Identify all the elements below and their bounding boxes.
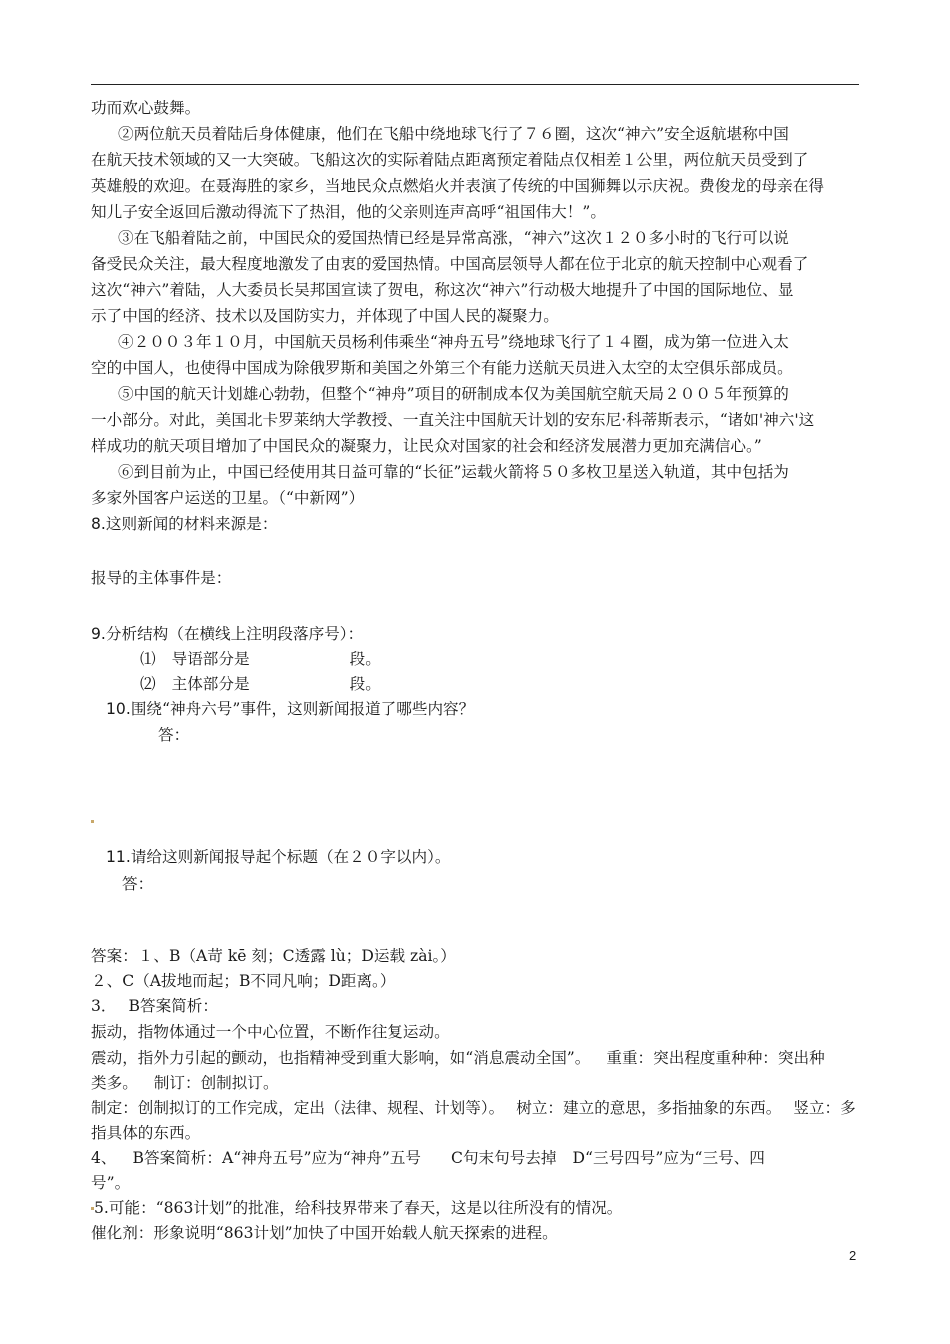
- paragraph-3-line: ③在飞船着陆之前，中国民众的爱国热情已经是异常高涨，“神六”这次１２０多小时的飞行可以说: [118, 229, 789, 247]
- question-8-text: 这则新闻的材料来源是：: [105, 515, 278, 533]
- paragraph-6-line: ⑥到目前为止，中国已经使用其日益可靠的“长征”运载火箭将５０多枚卫星送入轨道，其中包括为: [118, 463, 789, 481]
- answer-3-segment: 类多。: [91, 1074, 138, 1092]
- part-1-tail: 段。: [349, 650, 381, 668]
- answer-3-line: [91, 1047, 825, 1069]
- part-1-label: 导语部分是: [171, 650, 250, 668]
- paragraph-3-line: 示了中国的经济、技术以及国防实力，并体现了中国人民的凝聚力。: [91, 307, 559, 325]
- paragraph-5-line: ⑤中国的航天计划雄心勃勃，但整个“神舟”项目的研制成本仅为美国航空航天局２００５年预算的: [118, 385, 789, 403]
- answer-4-line: 号”。: [91, 1174, 131, 1192]
- question-10-text: 围绕“神舟六号”事件，这则新闻报道了哪些内容？: [130, 700, 475, 718]
- paragraph-4-line: ④２００３年１０月，中国航天员杨利伟乘坐“神舟五号”绕地球飞行了１４圈，成为第一位进入太: [118, 333, 789, 351]
- answer-3-line: [91, 1097, 856, 1119]
- question-9-part-2: [140, 673, 381, 695]
- answer-3-line: 振动，指物体通过一个中心位置，不断作往复运动。: [91, 1023, 450, 1041]
- paragraph-4-line: 空的中国人，也使得中国成为除俄罗斯和美国之外第三个有能力送航天员进入太空的太空俱乐部成员。: [91, 359, 793, 377]
- part-2-tail: 段。: [349, 675, 381, 693]
- answer-1: [91, 945, 456, 967]
- paragraph-line: 功而欢心鼓舞。: [91, 99, 201, 117]
- answer-5-line: 催化剂：形象说明“863计划”加快了中国开始载人航天探索的进程。: [91, 1224, 558, 1242]
- paragraph-5-line: 样成功的航天项目增加了中国民众的凝聚力，让民众对国家的社会和经济发展潜力更加充满信心。”: [91, 437, 762, 455]
- question-11-text: 请给这则新闻报导起个标题（在２０字以内）。: [130, 848, 451, 866]
- paragraph-5-line: 一小部分。对此，美国北卡罗莱纳大学教授、一直关注中国航天计划的安东尼·科蒂斯表示，“诸如'神六'这: [91, 411, 815, 429]
- answer-3-segment: 制订：创制拟订。: [153, 1074, 279, 1092]
- part-2-number: ⑵: [140, 675, 156, 693]
- question-9: [91, 623, 363, 645]
- question-11: [106, 846, 450, 868]
- question-10-answer-label: 答：: [158, 726, 190, 744]
- question-10: [106, 698, 474, 720]
- answer-3-segment: 震动，指外力引起的颤动，也指精神受到重大影响，如“消息震动全国”。: [91, 1049, 591, 1067]
- answer-3: [91, 995, 218, 1017]
- part-2-label: 主体部分是: [171, 675, 250, 693]
- decoration-dot: [91, 820, 94, 823]
- answer-1-text: １、B（A苛 kē 刻；C透露 lù；D运载 zài。）: [137, 947, 456, 965]
- question-11-number: 11.: [106, 848, 131, 866]
- paragraph-3-line: 这次“神六”着陆，人大委员长吴邦国宣读了贺电，称这次“神六”行动极大地提升了中国的国际地位、显: [91, 281, 794, 299]
- paragraph-6-line: 多家外国客户运送的卫星。（“中新网”）: [91, 489, 365, 507]
- page-number: 2: [849, 1248, 857, 1263]
- question-8: [91, 513, 277, 535]
- paragraph-2-line: 英雄般的欢迎。在聂海胜的家乡，当地民众点燃焰火并表演了传统的中国狮舞以示庆祝。费俊龙的母亲在得: [91, 177, 824, 195]
- answer-3-number: 3．: [91, 997, 117, 1015]
- question-8-subject: 报导的主体事件是：: [91, 569, 232, 587]
- paragraph-2-line: 在航天技术领域的又一大突破。飞船这次的实际着陆点距离预定着陆点仅相差１公里，两位航天员受到了: [91, 151, 809, 169]
- header-rule: [91, 84, 859, 85]
- answer-4-number: 4、: [91, 1149, 117, 1167]
- answer-3-text: B答案简析：: [128, 997, 218, 1015]
- paragraph-3-line: 备受民众关注，最大程度地激发了由衷的爱国热情。中国高层领导人都在位于北京的航天控制中心观看了: [91, 255, 809, 273]
- question-8-number: 8.: [91, 515, 106, 533]
- answer-4: [91, 1147, 765, 1169]
- question-9-text: 分析结构（在横线上注明段落序号）：: [105, 625, 364, 643]
- question-9-part-1: [140, 648, 381, 670]
- answer-3-segment: 树立：建立的意思，多指抽象的东西。: [516, 1099, 782, 1117]
- answer-2: ２、C（A拔地而起；B不同凡响；D距离。）: [91, 972, 396, 990]
- answer-4-segment: D“三号四号”应为“三号、四: [572, 1149, 765, 1167]
- answer-4-segment: B答案简析：A“神舟五号”应为“神舟”五号: [132, 1149, 422, 1167]
- answer-3-segment: 竖立：多: [793, 1099, 856, 1117]
- question-10-number: 10.: [106, 700, 131, 718]
- answer-5: 5.可能：“863计划”的批准，给科技界带来了春天，这是以往所没有的情况。: [94, 1199, 623, 1217]
- answer-3-line: 指具体的东西。: [91, 1124, 201, 1142]
- answer-prefix: 答案：: [91, 947, 138, 965]
- answer-4-segment: C句末句号去掉: [451, 1149, 557, 1167]
- part-1-number: ⑴: [140, 650, 156, 668]
- paragraph-2-line: ②两位航天员着陆后身体健康，他们在飞船中绕地球飞行了７６圈，这次“神六”安全返航堪称中国: [118, 125, 789, 143]
- answer-3-segment: 制定：创制拟订的工作完成，定出（法律、规程、计划等）。: [91, 1099, 505, 1117]
- question-11-answer-label: 答：: [122, 875, 154, 893]
- paragraph-2-line: 知儿子安全返回后激动得流下了热泪，他的父亲则连声高呼“祖国伟大！”。: [91, 203, 606, 221]
- answer-3-line: [91, 1072, 279, 1094]
- answer-3-segment: 重重：突出程度重种种：突出种: [606, 1049, 825, 1067]
- question-9-number: 9.: [91, 625, 106, 643]
